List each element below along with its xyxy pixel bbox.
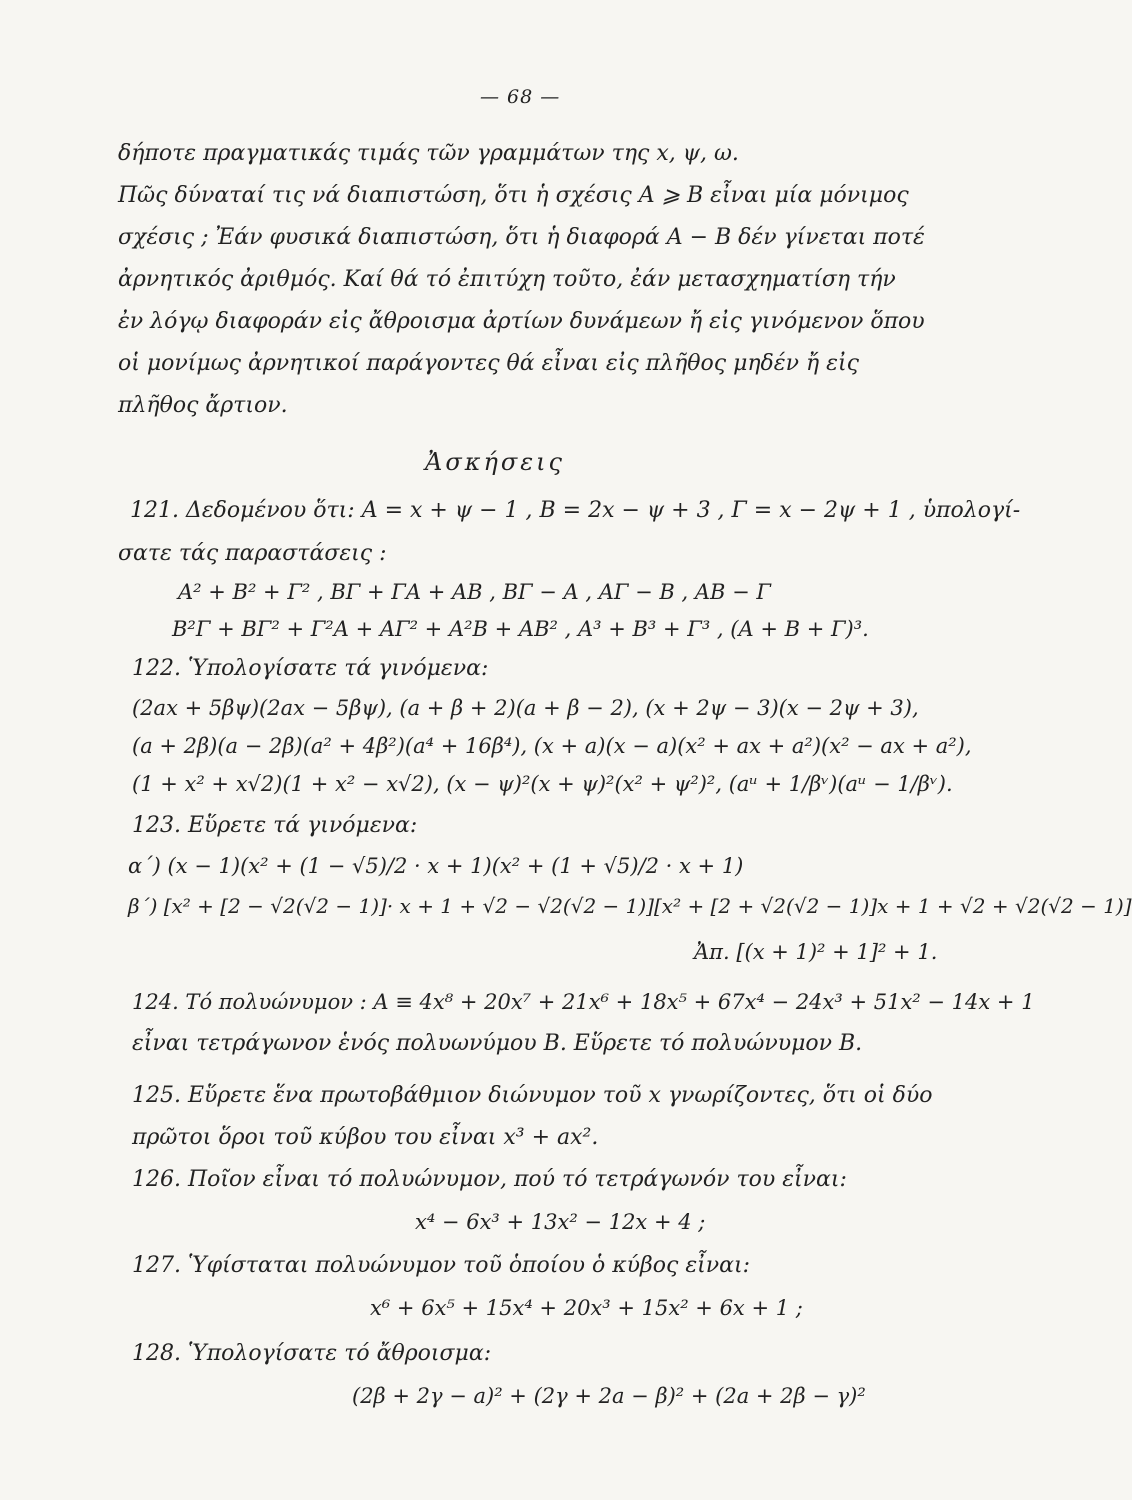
exercise-126-line-1: 126. Ποῖον εἶναι τό πολυώνυμον, πού τό τετράγωνόν του εἶναι:	[132, 1167, 847, 1192]
exercise-128-expr: (2β + 2γ − a)² + (2γ + 2a − β)² + (2a + 2β − γ)²	[352, 1384, 866, 1408]
exercise-123-line-1: 123. Εὕρετε τά γινόμενα:	[132, 813, 418, 838]
exercise-123-answer: Ἀπ. [(x + 1)² + 1]² + 1.	[694, 940, 938, 964]
section-title: Ἀσκήσεις	[425, 448, 565, 476]
exercise-124-line-2: εἶναι τετράγωνον ἑνός πολυωνύμου B. Εὕρετε τό πολυώνυμον B.	[132, 1031, 863, 1056]
exercise-127-expr: x⁶ + 6x⁵ + 15x⁴ + 20x³ + 15x² + 6x + 1 ;	[370, 1296, 803, 1320]
intro-line-6: οἱ μονίμως ἀρνητικοί παράγοντες θά εἶναι εἰς πλῆθος μηδέν ἤ εἰς	[118, 351, 859, 376]
exercise-121-expr-2: B²Γ + BΓ² + Γ²A + AΓ² + A²B + AB² , A³ + B³ + Γ³ , (A + B + Γ)³.	[172, 617, 869, 641]
exercise-121-line-1: 121. Δεδομένου ὅτι: A = x + ψ − 1 , B = 2x − ψ + 3 , Γ = x − 2ψ + 1 , ὑπολογί-	[130, 498, 1021, 523]
intro-line-3: σχέσις ; Ἐάν φυσικά διαπιστώση, ὅτι ἡ διαφορά A − B δέν γίνεται ποτέ	[118, 225, 925, 250]
exercise-122-expr-2: (a + 2β)(a − 2β)(a² + 4β²)(a⁴ + 16β⁴), (x + a)(x − a)(x² + ax + a²)(x² − ax + a²),	[132, 734, 972, 758]
exercise-126-expr: x⁴ − 6x³ + 13x² − 12x + 4 ;	[415, 1210, 706, 1234]
exercise-121-expr-1: A² + B² + Γ² , BΓ + ΓA + AB , BΓ − A , AΓ − B , AB − Γ	[178, 580, 771, 604]
intro-line-5: ἐν λόγῳ διαφοράν εἰς ἄθροισμα ἀρτίων δυνάμεων ἤ εἰς γινόμενον ὅπου	[118, 309, 925, 334]
intro-line-1: δήποτε πραγματικάς τιμάς τῶν γραμμάτων της x, ψ, ω.	[118, 141, 739, 166]
exercise-125-line-1: 125. Εὕρετε ἕνα πρωτοβάθμιον διώνυμον τοῦ x γνωρίζοντες, ὅτι οἱ δύο	[132, 1083, 933, 1108]
intro-line-7: πλῆθος ἄρτιον.	[118, 393, 288, 418]
exercise-128-line-1: 128. Ὑπολογίσατε τό ἄθροισμα:	[132, 1341, 492, 1366]
exercise-122-expr-1: (2ax + 5βψ)(2ax − 5βψ), (a + β + 2)(a + β − 2), (x + 2ψ − 3)(x − 2ψ + 3),	[132, 696, 919, 720]
exercise-124-line-1: 124. Τό πολυώνυμον : A ≡ 4x⁸ + 20x⁷ + 21x⁶ + 18x⁵ + 67x⁴ − 24x³ + 51x² − 14x + 1	[132, 990, 1035, 1014]
page-number: — 68 —	[480, 86, 561, 108]
exercise-123-part-a: α΄) (x − 1)(x² + (1 − √5)/2 · x + 1)(x² + (1 + √5)/2 · x + 1)	[128, 854, 744, 878]
exercise-123-part-b: β΄) [x² + [2 − √2(√2 − 1)]· x + 1 + √2 − √2(√2 − 1)][x² + [2 + √2(√2 − 1)]x + 1 + √2 + √2(√2 − 1)]	[128, 894, 1132, 918]
exercise-127-line-1: 127. Ὑφίσταται πολυώνυμον τοῦ ὁποίου ὁ κύβος εἶναι:	[132, 1253, 751, 1278]
intro-line-4: ἀρνητικός ἀριθμός. Καί θά τό ἐπιτύχη τοῦτο, ἐάν μετασχηματίση τήν	[118, 267, 896, 292]
exercise-125-line-2: πρῶτοι ὅροι τοῦ κύβου του εἶναι x³ + ax².	[132, 1125, 599, 1150]
intro-line-2: Πῶς δύναταί τις νά διαπιστώση, ὅτι ἡ σχέσις A ⩾ B εἶναι μία μόνιμος	[118, 183, 909, 208]
exercise-122-line-1: 122. Ὑπολογίσατε τά γινόμενα:	[132, 656, 489, 681]
exercise-122-expr-3: (1 + x² + x√2)(1 + x² − x√2), (x − ψ)²(x + ψ)²(x² + ψ²)², (aᵘ + 1/βᵛ)(aᵘ − 1/βᵛ).	[132, 772, 953, 796]
exercise-121-line-2: σατε τάς παραστάσεις :	[118, 541, 387, 566]
